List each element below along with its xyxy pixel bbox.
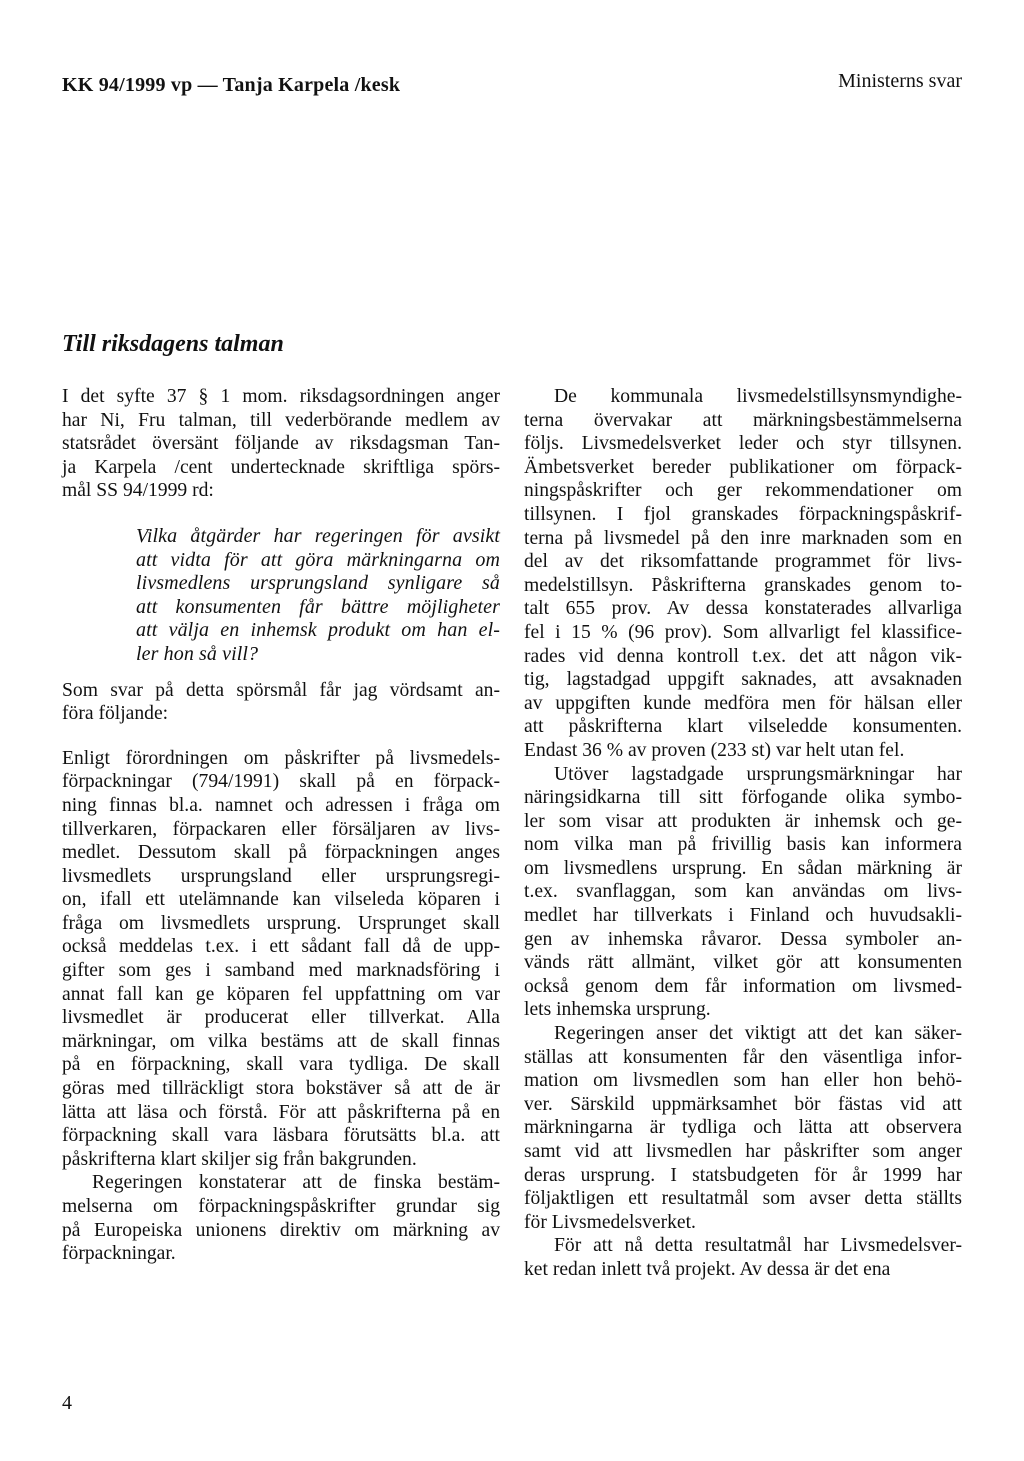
text-line: gen av inhemska råvaror. Dessa symboler an-: [524, 928, 962, 950]
government-view-paragraph: [524, 1022, 962, 1234]
text-line: tillverkaren, förpackaren eller försäljaren av livs-: [62, 818, 500, 840]
text-line: livsmedlet är producerat eller tillverkat. Alla: [62, 1007, 500, 1029]
projects-paragraph: [524, 1234, 962, 1281]
text-line: on, ifall ett utelämnande kan vilseleda köparen i: [62, 889, 500, 911]
intro-paragraph: [62, 385, 500, 503]
text-line: Endast 36 % av proven (233 st) var helt utan fel.: [524, 739, 905, 761]
text-line: ler som visar att produkten är inhemsk och ge-: [524, 810, 962, 832]
text-line: följaktligen ett resultatmål som avser detta ställts: [524, 1188, 962, 1210]
text-line: också meddelas t.ex. i ett sådant fall då de upp-: [62, 936, 500, 958]
text-line: talt 655 prov. Av dessa konstaterades allvarliga: [524, 598, 962, 620]
text-line: Ämbetsverket bereder publikationer om förpack-: [524, 456, 962, 478]
answer-intro-paragraph: [62, 679, 500, 726]
text-line: För att nå detta resultatmål har Livsmedelsver-: [554, 1235, 962, 1257]
text-line: förpackningar (794/1991) skall på en förpack-: [62, 771, 500, 793]
text-line: deras ursprung. I statsbudgeten för år 1999 har: [524, 1164, 962, 1186]
quote-line: ler hon så vill?: [136, 642, 259, 665]
text-line: ver. Särskild uppmärksamhet bör fästas vid att: [524, 1093, 962, 1115]
text-line: annat fall kan ge köparen fel uppfattning om var: [62, 983, 500, 1005]
text-line: föra följande:: [62, 703, 169, 725]
text-line: lets inhemska ursprung.: [524, 999, 711, 1021]
text-line: melserna om förpackningspåskrifter grundar sig: [62, 1196, 500, 1217]
header-section-title: Ministerns svar: [838, 70, 962, 92]
text-line: på en förpackning, skall vara tydliga. De skall: [62, 1054, 500, 1076]
text-line: fel i 15 % (96 prov). Som allvarligt fel klassifice-: [524, 621, 962, 643]
text-line: I det syfte 37 § 1 mom. riksdagsordningen anger: [62, 386, 500, 407]
text-line: De kommunala livsmedelstillsynsmyndighe-: [554, 386, 962, 407]
text-line: att påskrifterna klart vilseledde konsumenten.: [524, 716, 962, 738]
quote-line: livsmedlens ursprungsland synligare så: [136, 572, 500, 595]
text-line: tillsynen. I fjol granskades förpackningspåskrif-: [524, 503, 962, 525]
text-line: Regeringen konstaterar att de finska bestäm-: [92, 1172, 500, 1194]
supervision-paragraph: [524, 385, 962, 763]
quote-line: att välja en inhemsk produkt om han el-: [136, 619, 500, 642]
text-line: Som svar på detta spörsmål får jag vördsamt an-: [62, 679, 500, 701]
text-line: lätta att läsa och förstå. För att påskrifterna på en: [62, 1101, 500, 1123]
text-line: medlet har tillverkats i Finland och huvudsakli-: [524, 905, 962, 927]
text-line: märkningarna är tydliga och lätta att observera: [524, 1117, 962, 1139]
text-line: följs. Livsmedelsverket leder och styr tillsynen.: [524, 433, 962, 455]
text-line: medlet. Dessutom skall på förpackningen anges: [62, 842, 500, 864]
text-line: tig, lagstadgad uppgift saknades, att avsaknaden: [524, 669, 962, 691]
directive-paragraph: [62, 1171, 500, 1265]
text-line: Enligt förordningen om påskrifter på livsmedels-: [62, 747, 500, 769]
text-line: förpackning skall vara läsbara förutsätts bl.a. att: [62, 1125, 500, 1147]
salutation-heading: Till riksdagens talman: [62, 331, 284, 357]
text-line: förpackningar.: [62, 1243, 176, 1265]
text-line: rades vid denna kontroll t.ex. det att någon vik-: [524, 645, 962, 667]
text-line: märkningar, om vilka bestäms att de skall finnas: [62, 1030, 500, 1052]
text-line: ning finnas bl.a. namnet och adressen i fråga om: [62, 794, 500, 816]
text-line: av uppgiften kunde medföra men för hälsan eller: [524, 692, 962, 714]
text-line: mål SS 94/1999 rd:: [62, 480, 214, 502]
text-line: göras med tillräckligt stora bokstäver så att de är: [62, 1078, 500, 1100]
text-line: påskrifterna klart skiljer sig från bakgrunden.: [62, 1148, 417, 1170]
regulation-paragraph: [62, 747, 500, 1172]
text-line: livsmedlets ursprungsland eller ursprungsregi-: [62, 865, 500, 887]
origin-symbols-paragraph: [524, 763, 962, 1023]
text-line: på Europeiska unionens direktiv om märkning av: [62, 1219, 500, 1241]
text-line: del av det riksomfattande programmet för livs-: [524, 551, 962, 573]
header-document-reference: KK 94/1999 vp — Tanja Karpela /kesk: [62, 74, 401, 96]
text-line: ket redan inlett två projekt. Av dessa är det ena: [524, 1258, 891, 1280]
left-column: [62, 385, 500, 1266]
right-column: [524, 385, 962, 1282]
text-line: nom vilka man på frivillig basis kan informera: [524, 834, 962, 856]
text-line: ställas att konsumenten får den väsentliga infor-: [524, 1046, 962, 1068]
text-line: Utöver lagstadgade ursprungsmärkningar har: [554, 763, 962, 785]
text-line: Regeringen anser det viktigt att det kan säker-: [554, 1023, 962, 1045]
question-quote: [136, 525, 500, 667]
quote-line: att vidta för att göra märkningarna om: [136, 548, 500, 571]
text-line: ningspåskrifter och ger rekommendationer om: [524, 480, 962, 502]
text-line: för Livsmedelsverket.: [524, 1211, 696, 1233]
quote-line: att konsumenten får bättre möjligheter: [136, 595, 500, 618]
text-line: terna på livsmedel på den inre marknaden som en: [524, 527, 962, 549]
text-line: terna övervakar att märkningsbestämmelserna: [524, 409, 962, 431]
quote-line: Vilka åtgärder har regeringen för avsikt: [136, 524, 500, 547]
text-line: medelstillsyn. Påskrifterna granskades genom to-: [524, 574, 962, 596]
text-line: fråga om livsmedlets ursprung. Ursprunget skall: [62, 912, 500, 934]
text-line: mation om livsmedlen som han eller hon behö-: [524, 1070, 962, 1092]
text-line: samt vid att livsmedlen har påskrifter som anger: [524, 1141, 962, 1162]
text-line: ja Karpela /cent undertecknade skriftliga spörs-: [62, 456, 500, 478]
text-line: gifter som ges i samband med marknadsföring i: [62, 960, 500, 982]
text-line: vänds rätt allmänt, vilket gör att konsumenten: [524, 952, 962, 974]
text-line: också genom dem får information om livsmed-: [524, 975, 962, 997]
text-line: t.ex. svanflaggan, som kan användas om livs-: [524, 881, 962, 903]
text-line: har Ni, Fru talman, till vederbörande medlem av: [62, 409, 500, 431]
text-line: om livsmedlens ursprung. En sådan märkning är: [524, 857, 962, 879]
text-line: statsrådet översänt följande av riksdagsman Tan-: [62, 433, 500, 455]
text-line: näringsidkarna till sitt förfogande olika symbo-: [524, 787, 962, 809]
page-number: 4: [62, 1392, 72, 1414]
